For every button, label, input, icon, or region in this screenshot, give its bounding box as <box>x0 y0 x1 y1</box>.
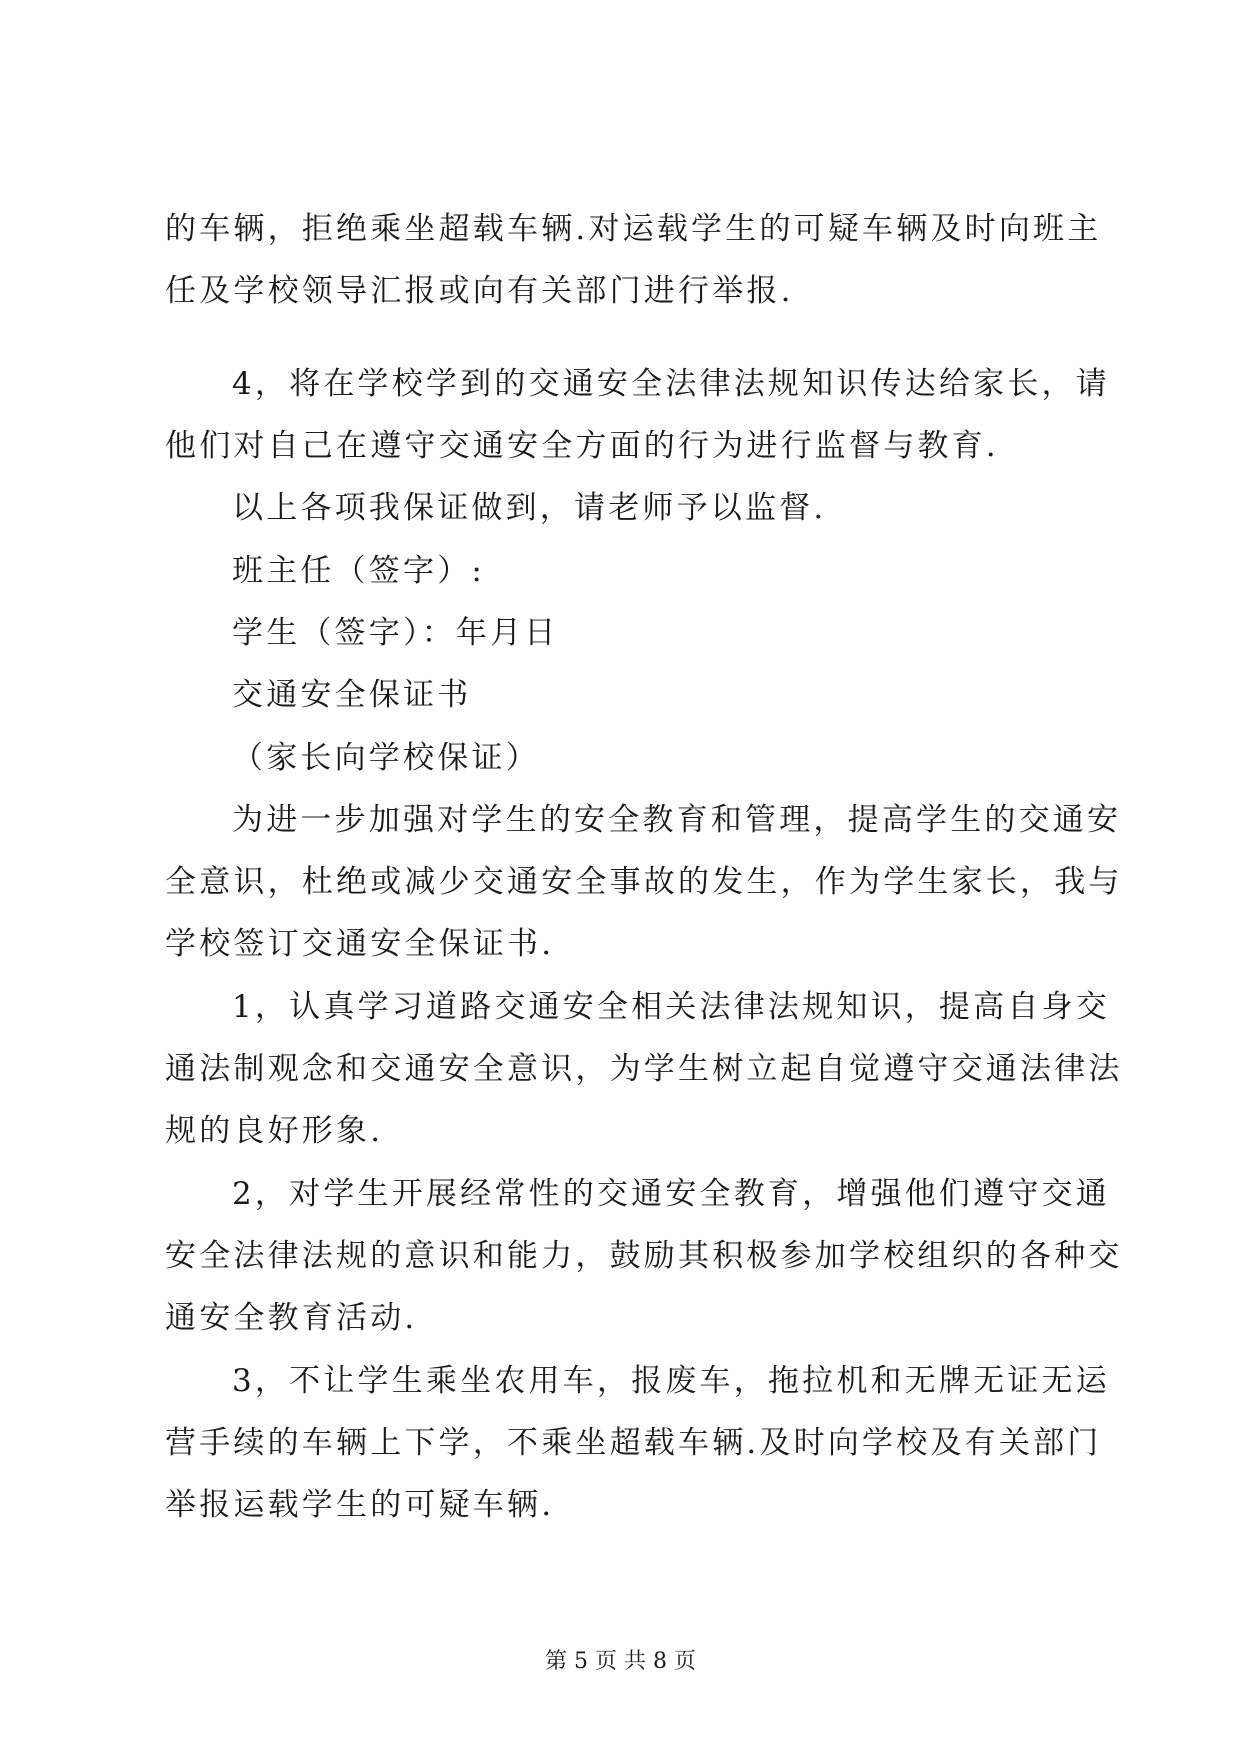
section-subtitle: （家长向学校保证） <box>232 740 540 776</box>
section-title: 交通安全保证书 <box>232 677 472 713</box>
text-line: 营手续的车辆上下学，不乘坐超载车辆.及时向学校及有关部门 <box>165 1425 1102 1461</box>
text-line: 为进一步加强对学生的安全教育和管理，提高学生的交通安 <box>232 802 1122 838</box>
text-line: 2，对学生开展经常性的交通安全教育，增强他们遵守交通 <box>232 1176 1110 1212</box>
text-line: 任及学校领导汇报或向有关部门进行举报. <box>165 273 794 309</box>
text-line: 4，将在学校学到的交通安全法律法规知识传达给家长，请 <box>232 366 1110 402</box>
text-line: 安全法律法规的意识和能力，鼓励其积极参加学校组织的各种交 <box>165 1238 1123 1274</box>
text-line: 班主任（签字）: <box>232 553 486 589</box>
text-line: 以上各项我保证做到，请老师予以监督. <box>232 490 827 526</box>
text-line: 学校签订交通安全保证书. <box>165 926 555 962</box>
text-line: 3，不让学生乘坐农用车，报废车，拖拉机和无牌无证无运 <box>232 1363 1110 1399</box>
text-line: 学生（签字）：年月日 <box>232 615 559 651</box>
text-line: 1，认真学习道路交通安全相关法律法规知识，提高自身交 <box>232 989 1110 1025</box>
text-line: 全意识，杜绝或减少交通安全事故的发生，作为学生家长，我与 <box>165 864 1123 900</box>
text-line: 举报运载学生的可疑车辆. <box>165 1487 555 1523</box>
text-line: 通法制观念和交通安全意识，为学生树立起自觉遵守交通法律法 <box>165 1051 1123 1087</box>
text-line: 的车辆，拒绝乘坐超载车辆.对运载学生的可疑车辆及时向班主 <box>165 211 1102 247</box>
page-footer: 第 5 页 共 8 页 <box>545 1649 696 1674</box>
text-line: 通安全教育活动. <box>165 1300 418 1336</box>
text-line: 规的良好形象. <box>165 1113 384 1149</box>
text-line: 他们对自己在遵守交通安全方面的行为进行监督与教育. <box>165 428 999 464</box>
